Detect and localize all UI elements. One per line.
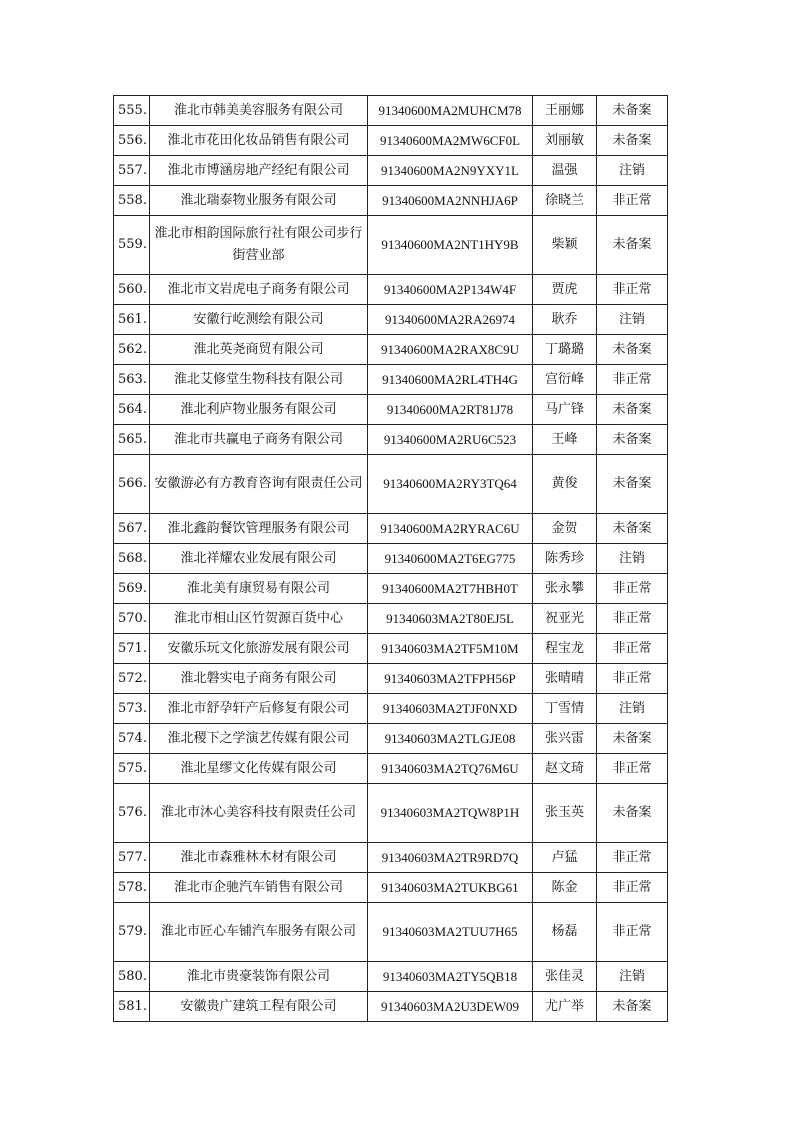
company-name: 淮北祥耀农业发展有限公司: [150, 544, 368, 574]
company-name: 淮北市文岩虎电子商务有限公司: [150, 275, 368, 305]
table-row: [114, 843, 668, 873]
row-number: 555.: [114, 96, 150, 126]
legal-representative: 陈金: [533, 873, 597, 903]
credit-code: 91340603MA2TFPH56P: [368, 664, 533, 694]
legal-representative: 张佳灵: [533, 962, 597, 992]
row-number: 575.: [114, 754, 150, 784]
company-name: 淮北市森雅林木材有限公司: [150, 843, 368, 873]
legal-representative: 王丽娜: [533, 96, 597, 126]
legal-representative: 祝亚光: [533, 604, 597, 634]
credit-code: 91340600MA2RL4TH4G: [368, 365, 533, 395]
company-name: 淮北美有康贸易有限公司: [150, 574, 368, 604]
table-row: [114, 514, 668, 544]
table-row: [114, 634, 668, 664]
status-cell: 未备案: [597, 992, 668, 1022]
row-number: 562.: [114, 335, 150, 365]
legal-representative: 丁雪情: [533, 694, 597, 724]
legal-representative: 柴颖: [533, 216, 597, 275]
table-row: [114, 544, 668, 574]
table-row: [114, 724, 668, 754]
company-name: 淮北市共赢电子商务有限公司: [150, 425, 368, 455]
table-row: [114, 455, 668, 514]
status-cell: 未备案: [597, 425, 668, 455]
row-number: 565.: [114, 425, 150, 455]
row-number: 578.: [114, 873, 150, 903]
credit-code: 91340600MA2N9YXY1L: [368, 156, 533, 186]
company-name: 淮北星缪文化传媒有限公司: [150, 754, 368, 784]
table-row: [114, 275, 668, 305]
row-number: 561.: [114, 305, 150, 335]
table-row: [114, 305, 668, 335]
status-cell: 非正常: [597, 664, 668, 694]
row-number: 567.: [114, 514, 150, 544]
status-cell: 注销: [597, 156, 668, 186]
credit-code: 91340600MA2NT1HY9B: [368, 216, 533, 275]
legal-representative: 贾虎: [533, 275, 597, 305]
table-row: [114, 216, 668, 275]
credit-code: 91340600MA2RYRAC6U: [368, 514, 533, 544]
legal-representative: 陈秀珍: [533, 544, 597, 574]
status-cell: 未备案: [597, 514, 668, 544]
company-registry-table: [113, 95, 668, 1022]
row-number: 564.: [114, 395, 150, 425]
table-row: [114, 574, 668, 604]
row-number: 580.: [114, 962, 150, 992]
credit-code: 91340600MA2RAX8C9U: [368, 335, 533, 365]
credit-code: 91340600MA2RY3TQ64: [368, 455, 533, 514]
company-name: 安徽行屹测绘有限公司: [150, 305, 368, 335]
company-name: 淮北鑫韵餐饮管理服务有限公司: [150, 514, 368, 544]
credit-code: 91340600MA2RT81J78: [368, 395, 533, 425]
legal-representative: 程宝龙: [533, 634, 597, 664]
status-cell: 注销: [597, 544, 668, 574]
status-cell: 未备案: [597, 455, 668, 514]
credit-code: 91340603MA2T80EJ5L: [368, 604, 533, 634]
company-name: 淮北市相韵国际旅行社有限公司步行街营业部: [150, 216, 368, 275]
legal-representative: 张兴雷: [533, 724, 597, 754]
status-cell: 未备案: [597, 96, 668, 126]
status-cell: 非正常: [597, 604, 668, 634]
legal-representative: 温强: [533, 156, 597, 186]
row-number: 574.: [114, 724, 150, 754]
legal-representative: 刘丽敏: [533, 126, 597, 156]
table-row: [114, 903, 668, 962]
status-cell: 非正常: [597, 873, 668, 903]
credit-code: 91340600MA2RA26974: [368, 305, 533, 335]
credit-code: 91340600MA2MW6CF0L: [368, 126, 533, 156]
legal-representative: 黄俊: [533, 455, 597, 514]
status-cell: 非正常: [597, 365, 668, 395]
company-name: 淮北市博涵房地产经纪有限公司: [150, 156, 368, 186]
company-name: 淮北利庐物业服务有限公司: [150, 395, 368, 425]
legal-representative: 赵文琦: [533, 754, 597, 784]
company-name: 安徽乐玩文化旅游发展有限公司: [150, 634, 368, 664]
table-row: [114, 754, 668, 784]
company-name: 淮北市企驰汽车销售有限公司: [150, 873, 368, 903]
credit-code: 91340603MA2TQW8P1H: [368, 784, 533, 843]
row-number: 556.: [114, 126, 150, 156]
status-cell: 非正常: [597, 903, 668, 962]
company-name: 淮北市沐心美容科技有限责任公司: [150, 784, 368, 843]
table-row: [114, 962, 668, 992]
company-name: 淮北市相山区竹贺源百货中心: [150, 604, 368, 634]
credit-code: 91340603MA2TJF0NXD: [368, 694, 533, 724]
legal-representative: 金贺: [533, 514, 597, 544]
credit-code: 91340603MA2TUU7H65: [368, 903, 533, 962]
company-name: 淮北市贵豪装饰有限公司: [150, 962, 368, 992]
legal-representative: 徐晓兰: [533, 186, 597, 216]
legal-representative: 张玉英: [533, 784, 597, 843]
status-cell: 非正常: [597, 754, 668, 784]
credit-code: 91340600MA2MUHCM78: [368, 96, 533, 126]
table-row: [114, 992, 668, 1022]
table-row: [114, 365, 668, 395]
credit-code: 91340603MA2U3DEW09: [368, 992, 533, 1022]
table-row: [114, 156, 668, 186]
row-number: 568.: [114, 544, 150, 574]
row-number: 563.: [114, 365, 150, 395]
row-number: 569.: [114, 574, 150, 604]
row-number: 577.: [114, 843, 150, 873]
row-number: 570.: [114, 604, 150, 634]
status-cell: 注销: [597, 962, 668, 992]
table-row: [114, 425, 668, 455]
row-number: 576.: [114, 784, 150, 843]
company-name: 淮北市匠心车铺汽车服务有限公司: [150, 903, 368, 962]
company-name: 淮北市花田化妆品销售有限公司: [150, 126, 368, 156]
row-number: 572.: [114, 664, 150, 694]
table-row: [114, 335, 668, 365]
status-cell: 注销: [597, 694, 668, 724]
company-name: 淮北市舒孕轩产后修复有限公司: [150, 694, 368, 724]
table-row: [114, 126, 668, 156]
row-number: 571.: [114, 634, 150, 664]
status-cell: 未备案: [597, 395, 668, 425]
legal-representative: 张永攀: [533, 574, 597, 604]
row-number: 579.: [114, 903, 150, 962]
table-row: [114, 784, 668, 843]
company-name: 淮北稷下之学演艺传媒有限公司: [150, 724, 368, 754]
status-cell: 非正常: [597, 843, 668, 873]
credit-code: 91340603MA2TY5QB18: [368, 962, 533, 992]
legal-representative: 耿乔: [533, 305, 597, 335]
table-row: [114, 664, 668, 694]
row-number: 557.: [114, 156, 150, 186]
company-name: 安徽游必有方教育咨询有限责任公司: [150, 455, 368, 514]
status-cell: 非正常: [597, 634, 668, 664]
row-number: 566.: [114, 455, 150, 514]
credit-code: 91340603MA2TR9RD7Q: [368, 843, 533, 873]
legal-representative: 张晴晴: [533, 664, 597, 694]
company-name: 淮北市韩美美容服务有限公司: [150, 96, 368, 126]
credit-code: 91340603MA2TQ76M6U: [368, 754, 533, 784]
row-number: 573.: [114, 694, 150, 724]
status-cell: 未备案: [597, 724, 668, 754]
row-number: 559.: [114, 216, 150, 275]
credit-code: 91340600MA2T6EG775: [368, 544, 533, 574]
status-cell: 非正常: [597, 186, 668, 216]
status-cell: 未备案: [597, 784, 668, 843]
company-name: 淮北磐实电子商务有限公司: [150, 664, 368, 694]
credit-code: 91340600MA2NNHJA6P: [368, 186, 533, 216]
legal-representative: 宫衍峰: [533, 365, 597, 395]
table-row: [114, 604, 668, 634]
table-row: [114, 395, 668, 425]
status-cell: 注销: [597, 305, 668, 335]
status-cell: 未备案: [597, 126, 668, 156]
company-name: 安徽贵广建筑工程有限公司: [150, 992, 368, 1022]
table-row: [114, 873, 668, 903]
status-cell: 非正常: [597, 275, 668, 305]
company-name: 淮北英尧商贸有限公司: [150, 335, 368, 365]
legal-representative: 尤广举: [533, 992, 597, 1022]
table-row: [114, 694, 668, 724]
legal-representative: 卢猛: [533, 843, 597, 873]
table-row: [114, 186, 668, 216]
row-number: 558.: [114, 186, 150, 216]
table-row: [114, 96, 668, 126]
row-number: 560.: [114, 275, 150, 305]
credit-code: 91340603MA2TUKBG61: [368, 873, 533, 903]
company-name: 淮北艾修堂生物科技有限公司: [150, 365, 368, 395]
company-name: 淮北瑞泰物业服务有限公司: [150, 186, 368, 216]
row-number: 581.: [114, 992, 150, 1022]
credit-code: 91340600MA2T7HBH0T: [368, 574, 533, 604]
credit-code: 91340603MA2TF5M10M: [368, 634, 533, 664]
legal-representative: 马广锋: [533, 395, 597, 425]
status-cell: 未备案: [597, 216, 668, 275]
status-cell: 未备案: [597, 335, 668, 365]
registry-table-body: [114, 96, 668, 1022]
credit-code: 91340600MA2RU6C523: [368, 425, 533, 455]
legal-representative: 王峰: [533, 425, 597, 455]
credit-code: 91340600MA2P134W4F: [368, 275, 533, 305]
credit-code: 91340603MA2TLGJE08: [368, 724, 533, 754]
legal-representative: 杨磊: [533, 903, 597, 962]
legal-representative: 丁璐璐: [533, 335, 597, 365]
status-cell: 非正常: [597, 574, 668, 604]
